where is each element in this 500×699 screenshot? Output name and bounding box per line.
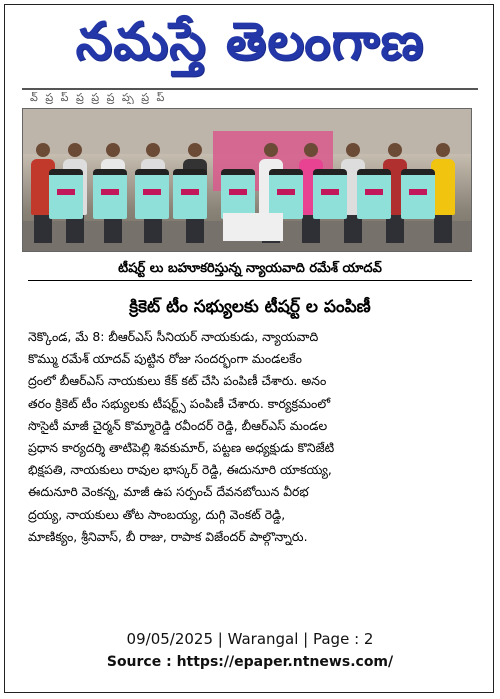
tshirt (93, 169, 127, 219)
footer-source-link[interactable]: Source : https://epaper.ntnews.com/ (106, 654, 394, 670)
article-line: కొమ్ము రమేశ్ యాదవ్ పుట్టిన రోజు సందర్భంగా మండలకేం (28, 351, 302, 367)
tshirt (173, 169, 207, 219)
article-line: ద్రంలో బీఆర్ఎస్ నాయకులు కేక్ కట్ చేసి పంపిణీ చేశారు. అనం (28, 373, 327, 389)
article-line: సొసైటీ మాజీ చైర్మన్ కొమ్మారెడ్డి రవీందర్ రెడ్డి, బీఆర్ఎస్ మండల (28, 417, 328, 433)
tshirt (313, 169, 347, 219)
article-line: ద్రయ్య, నాయకులు తోట సాంబయ్య, దుగ్గి వెంకట్ రెడ్డి, (28, 506, 286, 522)
tshirt (135, 169, 169, 219)
tshirt (401, 169, 435, 219)
article-line: ఈదునూరి వెంకన్న, మాజీ ఉప సర్పంచ్ దేవనబోయిన వీరభ (28, 484, 309, 500)
article-body (28, 326, 476, 610)
photo-table (223, 213, 283, 241)
article-headline: క్రికెట్ టీం సభ్యులకు టీషర్ట్ ల పంపిణీ (129, 297, 371, 317)
tshirt (221, 169, 255, 219)
newspaper-masthead: నమస్తే తెలంగాణ (75, 12, 425, 72)
tshirt (49, 169, 83, 219)
tshirt (357, 169, 391, 219)
footer-date-edition: 09/05/2025 | Warangal | Page : 2 (126, 630, 374, 648)
article-line: భిక్షపతి, నాయకులు రావుల భాస్కర్ రెడ్డి, ఈదునూరి యాకయ్య, (28, 462, 332, 478)
article-line: నెక్కొండ, మే 8: బీఆర్ఎస్ సీనియర్ నాయకుడు, న్యాయవాది (28, 329, 319, 344)
article-line: తరం క్రికెట్ టీం సభ్యులకు టీషర్ట్స్ పంపిణీ చేశారు. కార్యక్రమంలో (28, 395, 331, 411)
article-line: మాణిక్యం, శ్రీనివాస్, బీ రాజు, రాపాక విజేందర్ పాల్గొన్నారు. (28, 528, 308, 544)
top-rule (22, 88, 478, 90)
photo-caption: టీషర్ట్ లు బహూకరిస్తున్న న్యాయవాది రమేశ్ యాదవ్ (28, 258, 472, 281)
news-photo (22, 108, 472, 252)
article-line: ప్రధాన కార్యదర్శి తాటిపెల్లి శివకుమార్, పట్టణ అధ్యక్షుడు కొనిజేటి (28, 440, 335, 456)
cut-off-text-line: వ్ ప్ర ప్ ప్ర ప్ర ప్ర ప్ప ప్ర ప్ (30, 92, 167, 104)
tshirt (269, 169, 303, 219)
